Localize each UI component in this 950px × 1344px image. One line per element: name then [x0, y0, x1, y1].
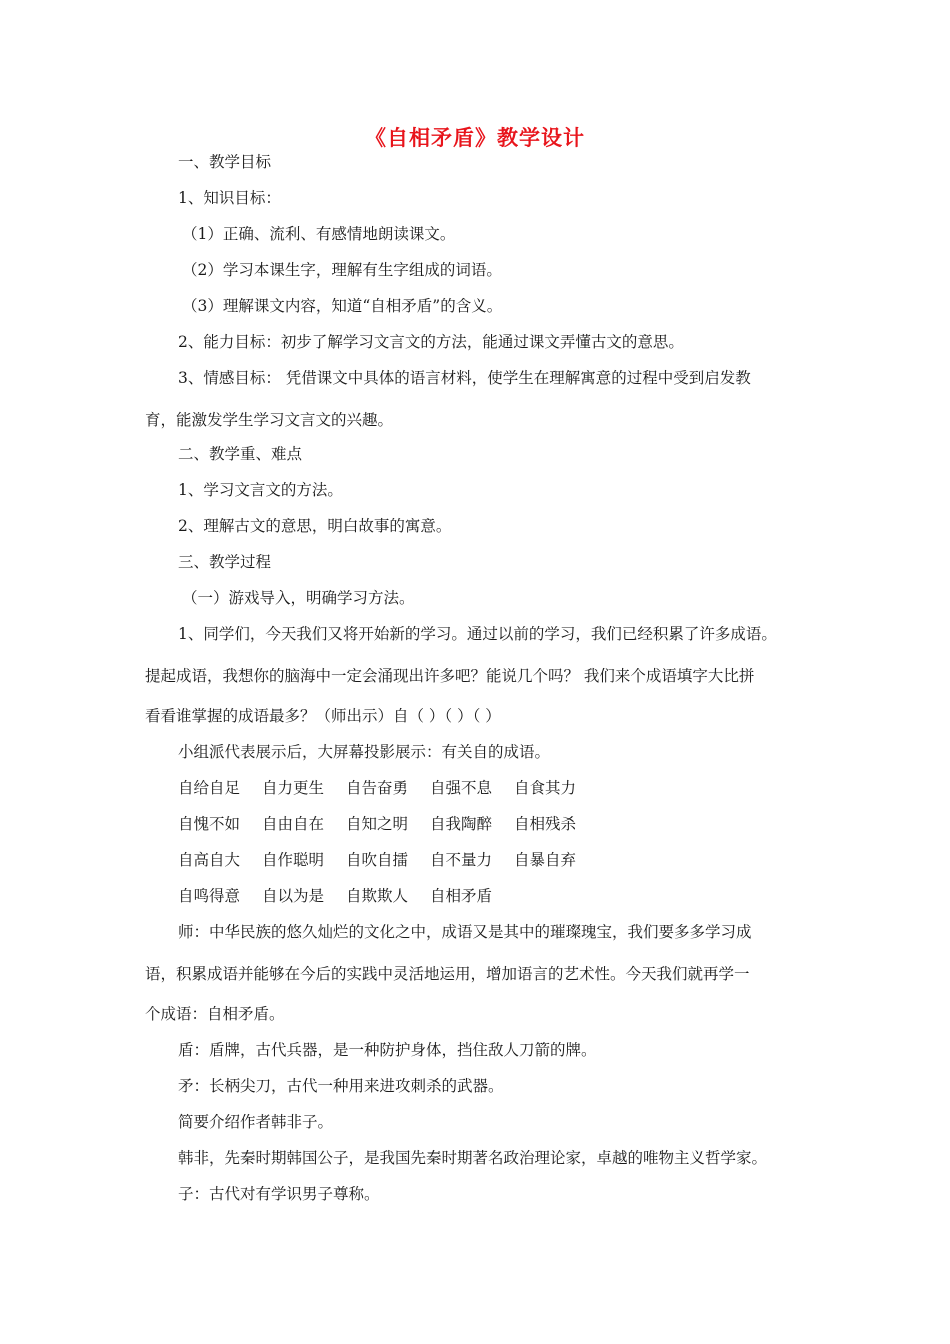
teacher-paragraph-line-1: 师：中华民族的悠久灿烂的文化之中，成语又是其中的璀璨瑰宝，我们要多多学习成	[178, 923, 752, 941]
document-title: 《自相矛盾》教学设计	[365, 126, 585, 150]
idiom: 自食其力	[514, 779, 577, 797]
key-point-1: 1、学习文言文的方法。	[178, 481, 343, 499]
idiom: 自欺欺人	[346, 887, 409, 905]
idiom: 自高自大	[178, 851, 241, 869]
idiom: 自我陶醉	[430, 815, 493, 833]
idiom: 自吹自擂	[346, 851, 409, 869]
author-intro-heading: 简要介绍作者韩非子。	[178, 1113, 334, 1131]
key-point-2: 2、理解古文的意思，明白故事的寓意。	[178, 517, 452, 535]
idiom: 自以为是	[262, 887, 325, 905]
idiom-row	[178, 814, 598, 834]
idiom-row	[178, 850, 598, 870]
knowledge-goal-1: （1）正确、流利、有感情地朗读课文。	[182, 225, 456, 243]
section-heading-process: 三、教学过程	[178, 553, 272, 571]
section-heading-key-points: 二、教学重、难点	[178, 445, 303, 463]
idiom: 自相残杀	[514, 815, 577, 833]
paragraph-intro-line-2: 提起成语，我想你的脑海中一定会涌现出许多吧？能说几个吗？ 我们来个成语填字大比拼	[145, 667, 755, 685]
paragraph-group-display: 小组派代表展示后，大屏幕投影展示：有关自的成语。	[178, 743, 551, 761]
idiom: 自给自足	[178, 779, 241, 797]
knowledge-goal-3: （3）理解课文内容，知道“自相矛盾”的含义。	[182, 297, 503, 315]
idiom: 自告奋勇	[346, 779, 409, 797]
idiom: 自知之明	[346, 815, 409, 833]
emotion-goal-line-1: 3、情感目标： 凭借课文中具体的语言材料，使学生在理解寓意的过程中受到启发教	[178, 369, 751, 387]
knowledge-goal-heading: 1、知识目标：	[178, 189, 281, 207]
idiom-row	[178, 886, 514, 906]
paragraph-intro-line-1: 1、同学们，今天我们又将开始新的学习。通过以前的学习，我们已经积累了许多成语。	[178, 625, 777, 643]
idiom: 自鸣得意	[178, 887, 241, 905]
teacher-paragraph-line-2: 语，积累成语并能够在今后的实践中灵活地运用，增加语言的艺术性。今天我们就再学一	[145, 965, 750, 983]
definition-shield: 盾：盾牌，古代兵器，是一种防护身体，挡住敌人刀箭的牌。	[178, 1041, 597, 1059]
section-heading-goals: 一、教学目标	[178, 153, 272, 171]
idiom: 自愧不如	[178, 815, 241, 833]
knowledge-goal-2: （2）学习本课生字，理解有生字组成的词语。	[182, 261, 502, 279]
author-intro-text: 韩非，先秦时期韩国公子，是我国先秦时期著名政治理论家，卓越的唯物主义哲学家。	[178, 1149, 768, 1167]
definition-spear: 矛：长柄尖刀，古代一种用来进攻刺杀的武器。	[178, 1077, 504, 1095]
process-step-1-heading: （一）游戏导入，明确学习方法。	[182, 589, 415, 607]
emotion-goal-line-2: 育，能激发学生学习文言文的兴趣。	[145, 411, 394, 429]
idiom: 自相矛盾	[430, 887, 493, 905]
idiom: 自力更生	[262, 779, 325, 797]
idiom: 自暴自弃	[514, 851, 577, 869]
idiom: 自强不息	[430, 779, 493, 797]
paragraph-intro-line-3: 看看谁掌握的成语最多？（师出示）自（ ）（ ）（ ）	[145, 707, 501, 725]
definition-zi: 子：古代对有学识男子尊称。	[178, 1185, 380, 1203]
teacher-paragraph-line-3: 个成语：自相矛盾。	[145, 1005, 285, 1023]
idiom-row	[178, 778, 598, 798]
idiom: 自由自在	[262, 815, 325, 833]
idiom: 自不量力	[430, 851, 493, 869]
idiom: 自作聪明	[262, 851, 325, 869]
ability-goal: 2、能力目标：初步了解学习文言文的方法，能通过课文弄懂古文的意思。	[178, 333, 684, 351]
